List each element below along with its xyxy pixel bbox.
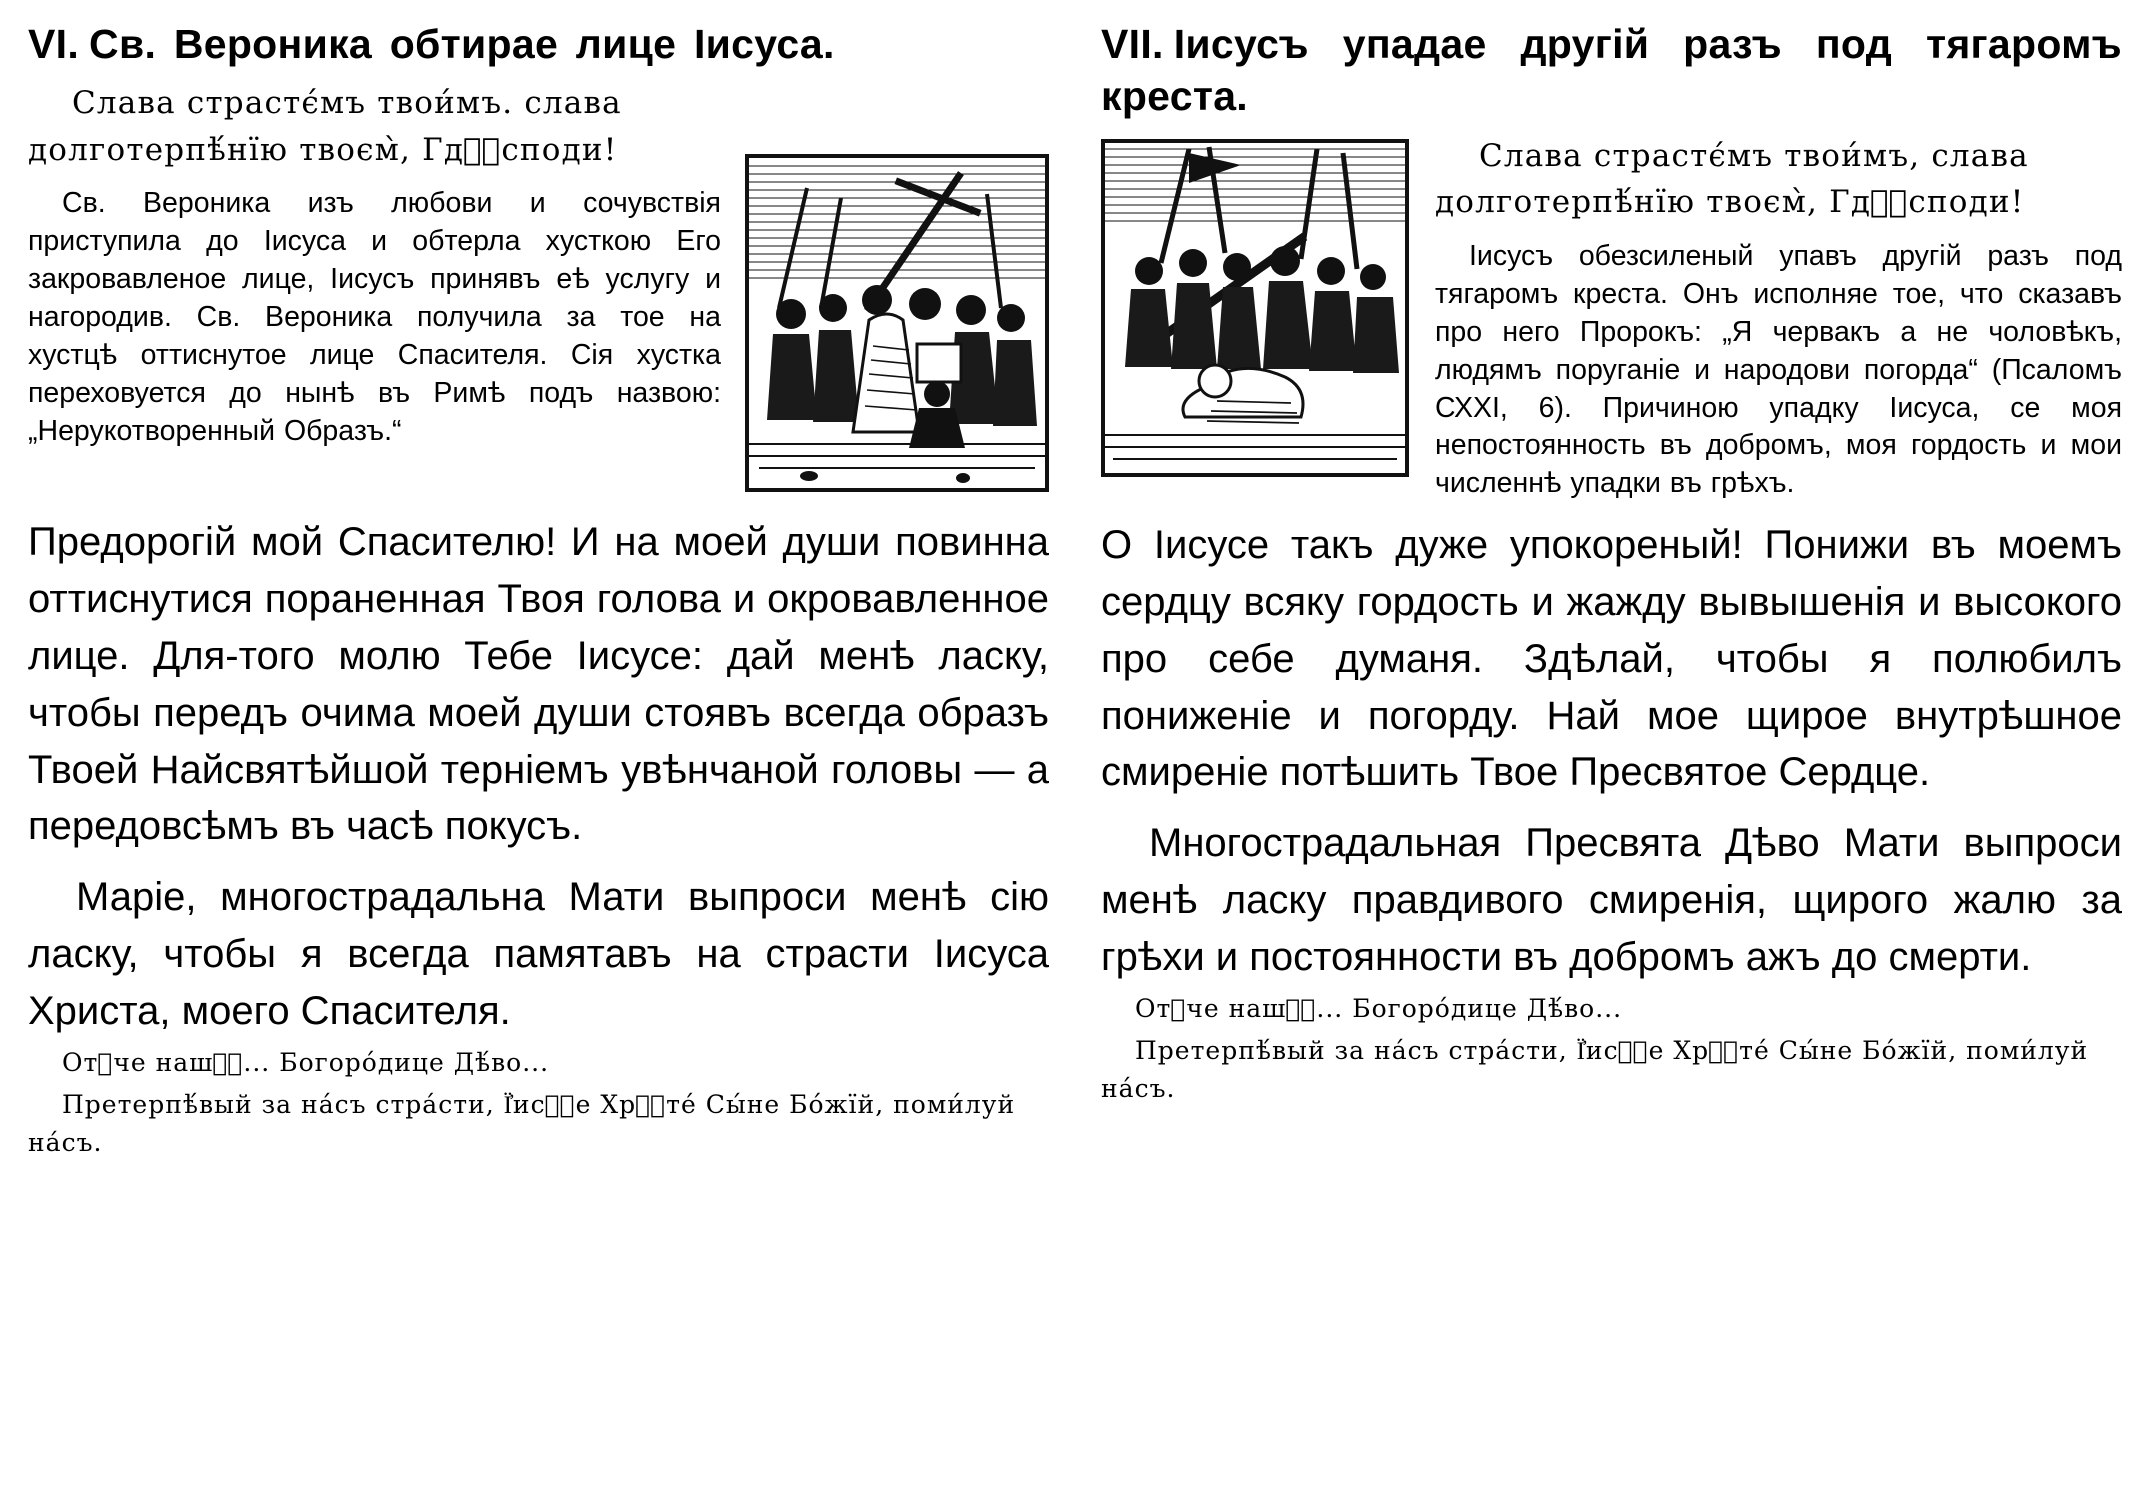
station-column-vii — [1101, 18, 2122, 1110]
station-vii-prayer-1: О Іисусе такъ дуже упокореный! Понижи въ моемъ сердцу всяку гордость и жажду вывышенія и высокого про себе думаня. Здѣлай, чтобы я полюбилъ пониженіе и погорду. Най мое щирое внутрѣшное смиреніе потѣшить Твое Пресвятое Сердце. — [1101, 523, 2122, 795]
station-vi-versicle-line-2: долготерпѣ́нїю твоєм̀, Гдⷭ҇споди! — [28, 131, 618, 168]
station-vi-closing-2: Претерпѣ́вый за на́съ стра́сти, Ї҆исⷭ҇е Хрⷭ҇те́ Сы́не Бо́жїй, поми́луй на́съ. — [28, 1089, 1016, 1157]
station-vi-number: VI. — [28, 21, 80, 67]
station-vii-versicle-line-1: Слава страстє́мъ твои́мъ, слава — [1479, 137, 2029, 174]
station-vi-prayer-2: Маріе, многострадальна Мати выпроси менѣ сію ласку, чтобы я всегда памятавъ на страсти Іисуса Христа, моего Спасителя. — [28, 875, 1049, 1033]
station-vi-closing-1: Отⷮче нашⷬ҇... Богоро́дице Дѣ́во... — [62, 1047, 550, 1077]
station-vi-versicle-line-1: Слава страстє́мъ твои́мъ. слава — [72, 85, 622, 122]
station-vii-closing-1: Отⷮче нашⷬ҇... Богоро́дице Дѣ́во... — [1135, 993, 1623, 1023]
station-vi-prayer-1: Предорогій мой Спасителю! И на моей души повинна оттиснутися пораненная Твоя голова и окровавленное лице. Для-того молю Тебе Іисусе: дай менѣ ласку, чтобы передъ очима моей души стоявъ всегда образъ Твоей Найсвятѣйшой терніемъ увѣнчаной головы — а передовсѣмъ въ часѣ покусъ. — [28, 520, 1049, 849]
woodcut-veronica-illustration — [749, 158, 1045, 488]
station-vii-versicle-line-2: долготерпѣ́нїю твоєм̀, Гдⷭ҇споди! — [1435, 184, 2025, 221]
station-vii-closing-2: Претерпѣ́вый за на́съ стра́сти, Ї҆исⷭ҇е Хрⷭ҇те́ Сы́не Бо́жїй, поми́луй на́съ. — [1101, 1035, 2089, 1103]
woodcut-veronica-wiping-face — [745, 154, 1049, 492]
two-column-layout — [28, 18, 2122, 1164]
station-vii-heading — [1101, 18, 2122, 123]
station-vii-prayer-2: Многострадальная Пресвята Дѣво Мати выпроси менѣ ласку правдивого смиренія, щирого жалю за грѣхи и постоянности въ добромъ ажъ до смерти. — [1101, 821, 2122, 979]
station-vii-narrative: Іисусъ обезсиленый упавъ другій разъ под тягаромъ креста. Онъ исполняе тое, что сказавъ про него Пророкъ: „Я червакъ а не чоловѣкъ, людямъ поруганіе и народови погорда“ (Псаломъ СХХІ, 6). Причиною упадку Іисуса, се моя непостоянность въ добромъ, моя гордость и мои численнѣ упадки въ грѣхъ. — [1435, 239, 2122, 500]
station-vii-number: VII. — [1101, 21, 1164, 67]
station-vi-heading — [28, 18, 1049, 70]
station-column-vi — [28, 18, 1049, 1164]
woodcut-jesus-falls-second-time — [1101, 139, 1409, 477]
station-vii-title-text: Іисусъ упадае другій разъ под тягаромъ креста. — [1101, 21, 2122, 120]
woodcut-second-fall-illustration — [1105, 143, 1405, 473]
station-vi-narrative: Св. Вероника изъ любови и сочувствія приступила до Іисуса и обтерла хусткою Его закровавленое лице, Іисусъ принявъ еѣ услугу и нагородив. Св. Вероника получила за тое на хустцѣ оттиснутое лице Спасителя. Сія хустка переховуется до нынѣ въ Римѣ подъ назвою: „Нерукотворенный Образъ.“ — [28, 187, 721, 447]
station-vi-title-text: Св. Вероника обтирае лице Іисуса. — [89, 21, 835, 67]
